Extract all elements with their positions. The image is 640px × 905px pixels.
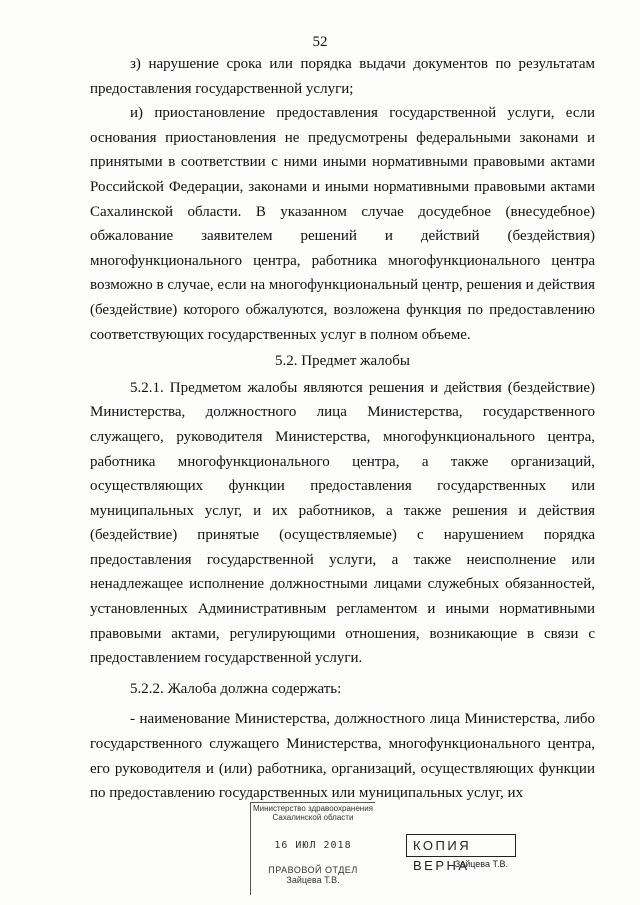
stamp-person: Зайцева Т.В.: [286, 875, 340, 885]
copy-certified-stamp: [406, 834, 516, 873]
page-number: 52: [312, 34, 328, 50]
paragraph-item-i: и) приостановление предоставления государственной услуги, если основания приостановления не предусмотрены федеральными законами и принятыми в соответствии с ними иными нормативными правовыми актами Российской Федерации, законами и иными нормативными правовыми актами Сахалинской области. В указанном случае досудебное (внесудебное) обжалование заявителем решений и действий (бездействия) многофункционального центра, работника многофункционального центра возможно в случае, если на многофункциональный центр, решения и действия (бездействие) которого обжалуются, возложена функция по предоставлению соответствующих государственных услуг в полном объеме.: [90, 105, 595, 343]
paragraph-5-2-1: 5.2.1. Предметом жалобы являются решения и действия (бездействие) Министерства, должностного лица Министерства, государственного служащего, руководителя Министерства, многофункционального центра, работника многофункционального центра, а также организаций, осуществляющих функции предоставления государственных или муниципальных услуг, и их работников, а также решения и действия (бездействие) принятые (осуществляемые) с нарушением порядка предоставления государственной услуги, а также неисполнение или ненадлежащее исполнение должностными лицами служебных обязанностей, установленных Административным регламентом и иными нормативными правовыми актами, регулирующими отношения, возникающие в связи с предоставлением государственной услуги.: [90, 379, 595, 667]
legal-department-stamp: [250, 802, 375, 895]
paragraph-5-2-2: 5.2.2. Жалоба должна содержать:: [130, 680, 342, 697]
paragraph-list-item: - наименование Министерства, должностного лица Министерства, либо государственного служащего Министерства, многофункционального центра, его руководителя и (или) работника, организаций, осуществляющих функции по предоставлению государственных или муниципальных услуг, их: [90, 711, 595, 802]
copy-stamp-person: Зайцева Т.В.: [454, 859, 508, 869]
stamp-org: Министерство здравоохранения Сахалинской области: [253, 804, 373, 822]
section-heading: 5.2. Предмет жалобы: [275, 353, 410, 370]
document-body: [90, 52, 595, 806]
paragraph-item-z: з) нарушение срока или порядка выдачи документов по результатам предоставления государственной услуги;: [90, 56, 595, 97]
copy-stamp-title: КОПИЯ ВЕРНА: [406, 834, 516, 857]
stamp-department: ПРАВОВОЙ ОТДЕЛ: [268, 865, 358, 875]
stamp-date: 16 ИЮЛ 2018: [274, 840, 352, 851]
